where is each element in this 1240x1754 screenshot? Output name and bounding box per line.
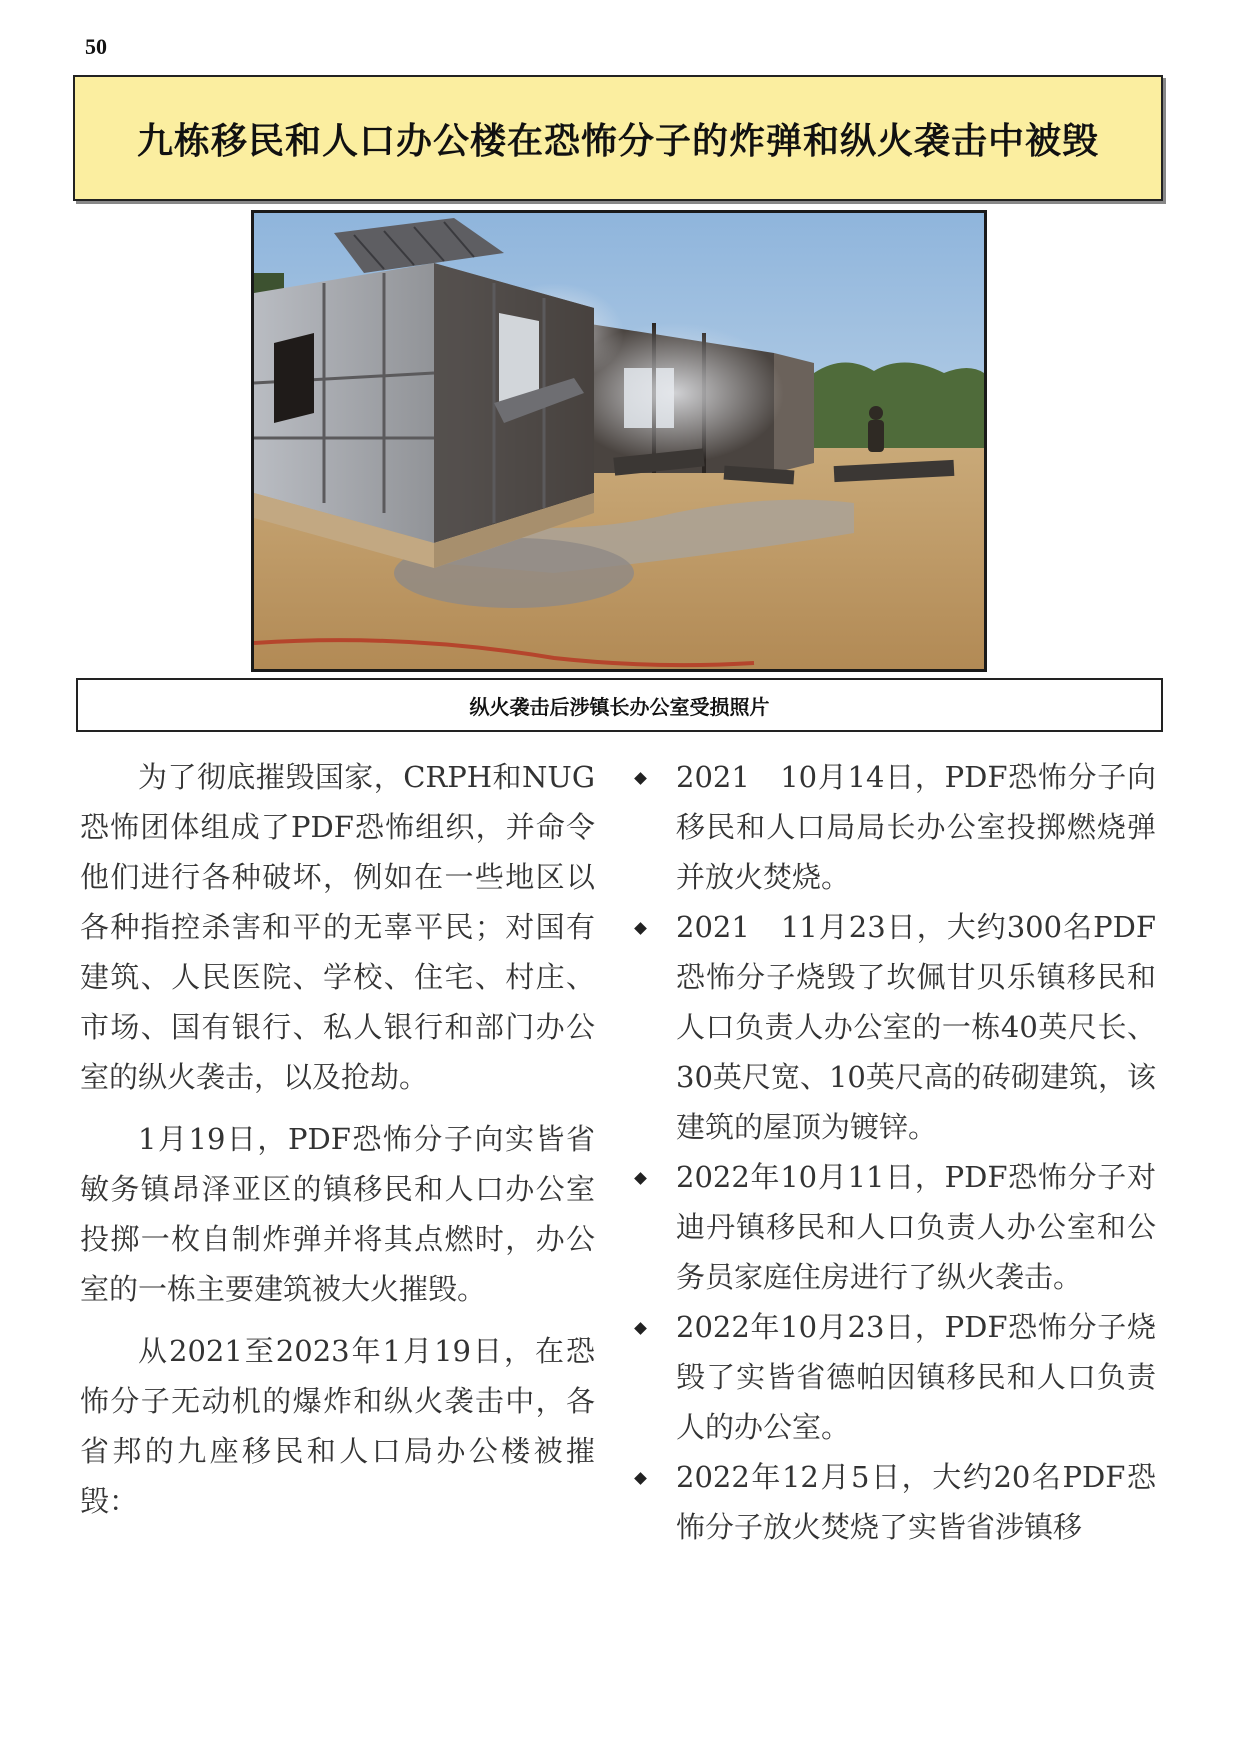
diamond-bullet-icon (634, 1172, 647, 1185)
page-number: 50 (85, 34, 107, 59)
list-item (636, 752, 1156, 902)
photo-caption-box (76, 678, 1163, 732)
title-banner (73, 75, 1163, 201)
list-item (636, 1302, 1156, 1452)
photo-caption: 纵火袭击后涉镇长办公室受损照片 (469, 694, 770, 719)
diamond-bullet-icon (634, 1472, 647, 1485)
list-item-text: 2022年10月11日，PDF恐怖分子对迪丹镇移民和人口负责人办公室和公务员家庭住房进行了纵火袭击。 (676, 1160, 1156, 1294)
paragraph: 从2021至2023年1月19日，在恐怖分子无动机的爆炸和纵火袭击中，各省邦的九座移民和人口局办公楼被摧毁： (80, 1334, 595, 1518)
list-item-text: 2022年10月23日，PDF恐怖分子烧毁了实皆省德帕因镇移民和人口负责人的办公室。 (676, 1310, 1156, 1444)
list-item (636, 1152, 1156, 1302)
page-title: 九栋移民和人口办公楼在恐怖分子的炸弹和纵火袭击中被毁 (136, 120, 1099, 162)
list-item-text: 2021 10月14日，PDF恐怖分子向移民和人口局局长办公室投掷燃烧弹并放火焚烧。 (676, 760, 1156, 894)
left-column (80, 752, 595, 1538)
paragraph: 为了彻底摧毁国家，CRPH和NUG恐怖团体组成了PDF恐怖组织，并命令他们进行各种破坏，例如在一些地区以各种指控杀害和平的无辜平民；对国有建筑、人民医院、学校、住宅、村庄、市场、国有银行、私人银行和部门办公室的纵火袭击，以及抢劫。 (80, 760, 595, 1094)
diamond-bullet-icon (634, 922, 647, 935)
list-item-text: 2022年12月5日，大约20名PDF恐怖分子放火焚烧了实皆省涉镇移 (676, 1460, 1156, 1544)
list-item (636, 902, 1156, 1152)
paragraph: 1月19日，PDF恐怖分子向实皆省敏务镇昂泽亚区的镇移民和人口办公室投掷一枚自制炸弹并将其点燃时，办公室的一栋主要建筑被大火摧毁。 (80, 1122, 595, 1306)
diamond-bullet-icon (634, 772, 647, 785)
diamond-bullet-icon (634, 1322, 647, 1335)
right-column (636, 752, 1156, 1552)
list-item-text: 2021 11月23日，大约300名PDF恐怖分子烧毁了坎佩甘贝乐镇移民和人口负责人办公室的一栋40英尺长、30英尺宽、10英尺高的砖砌建筑，该建筑的屋顶为镀锌。 (676, 910, 1156, 1144)
burned-building-photo (251, 210, 987, 672)
list-item (636, 1452, 1156, 1552)
incident-list (636, 752, 1156, 1552)
